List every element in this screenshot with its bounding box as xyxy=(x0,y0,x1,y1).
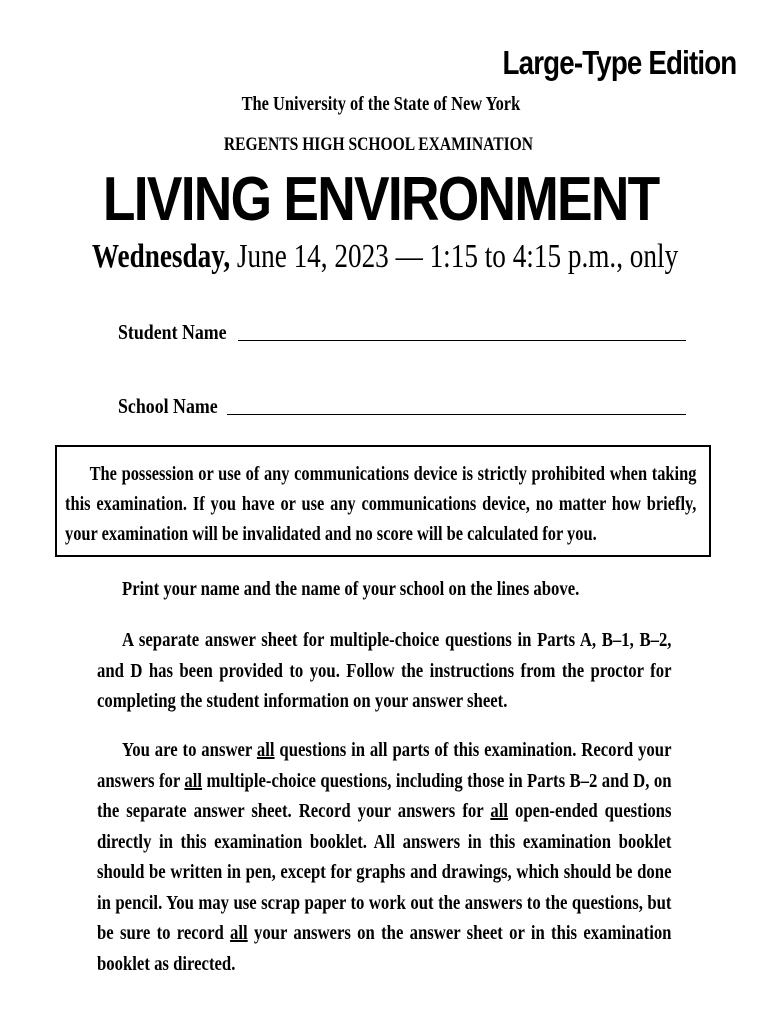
school-name-label: School Name xyxy=(118,394,218,418)
communications-notice-text: The possession or use of any communications device is strictly prohibited when taking this examination. If you have or use any communications device, no matter how briefly, your examination will be invalidated and no score will be calculated for you. xyxy=(65,463,697,545)
student-name-label: Student Name xyxy=(118,320,227,344)
p3-all-4: all xyxy=(230,922,248,944)
school-name-field[interactable] xyxy=(118,394,686,419)
edition-label: Large-Type Edition xyxy=(502,44,736,81)
instruction-paragraph-2: A separate answer sheet for multiple-choice questions in Parts A, B–1, B–2, and D has been provided to you. Follow the instructions from the proctor for completing the student information on your answer sheet. xyxy=(97,629,672,712)
exam-day: Wednesday, xyxy=(91,238,231,275)
p3-text-5: your answers on the answer sheet or in this examination booklet as directed. xyxy=(97,922,672,975)
exam-date xyxy=(77,238,693,276)
university-title: The University of the State of New York xyxy=(241,93,521,115)
p3-text-4: open-ended questions directly in this examination booklet. All answers in this examination booklet should be written in pen, except for graphs and drawings, which should be done in pencil. You may use scrap paper to work out the answers to the questions, but be sure to record xyxy=(97,800,672,944)
subject-title: LIVING ENVIRONMENT xyxy=(102,165,659,234)
p3-all-1: all xyxy=(256,739,275,761)
student-name-field[interactable] xyxy=(118,320,686,345)
communications-notice-box xyxy=(55,445,711,557)
p3-text-1: You are to answer xyxy=(122,739,257,761)
instruction-paragraph-3 xyxy=(97,735,671,979)
instruction-paragraph-1: Print your name and the name of your school on the lines above. xyxy=(122,578,580,600)
exam-date-time: June 14, 2023 — 1:15 to 4:15 p.m., only xyxy=(236,238,679,275)
p3-text-2: questions in all parts of this examination. Record your answers for xyxy=(97,739,672,792)
school-name-line[interactable] xyxy=(227,414,686,415)
p3-text-3: multiple-choice questions, including those in Parts B–2 and D, on the separate answer sheet. Record your answers for xyxy=(97,769,672,822)
student-name-line[interactable] xyxy=(238,340,686,341)
p3-all-3: all xyxy=(490,800,509,822)
exam-name: REGENTS HIGH SCHOOL EXAMINATION xyxy=(223,134,534,155)
p3-all-2: all xyxy=(184,769,203,792)
